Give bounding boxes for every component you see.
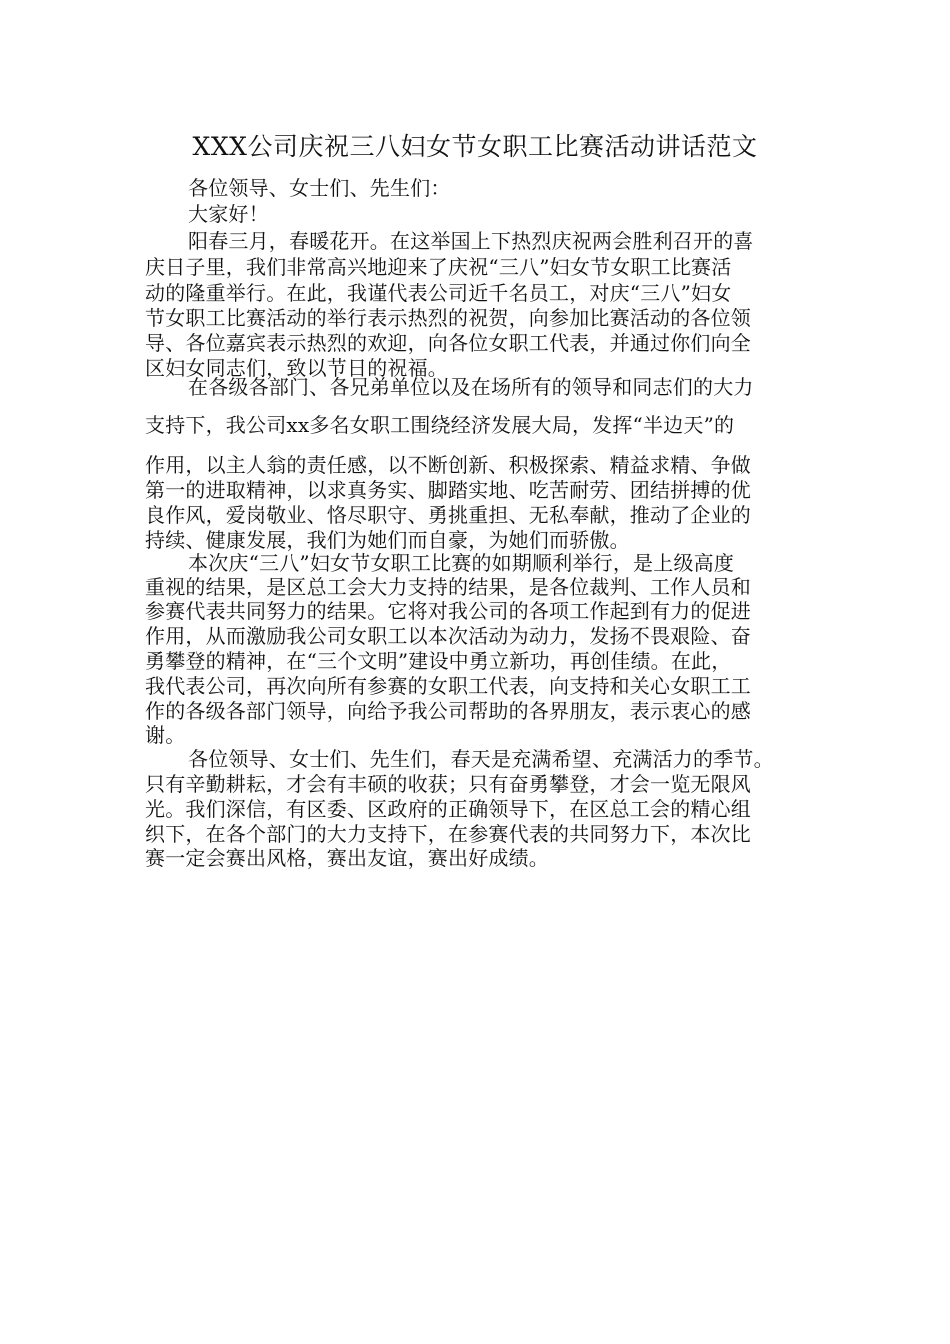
paragraph-3-line-5: 勇攀登的精神，在“三个文明”建设中勇立新功，再创佳绩。在此， <box>145 649 732 673</box>
paragraph-4-line-3: 光。我们深信，有区委、区政府的正确领导下，在区总工会的精心组 <box>145 797 751 821</box>
paragraph-3-line-2: 重视的结果，是区总工会大力支持的结果，是各位裁判、工作人员和 <box>145 575 751 599</box>
paragraph-2-line-1: 在各级各部门、各兄弟单位以及在场所有的领导和同志们的大力 <box>188 375 754 399</box>
paragraph-2-line-3: 作用，以主人翁的责任感，以不断创新、积极探索、精益求精、争做 <box>145 453 751 477</box>
paragraph-3-line-1: 本次庆“三八”妇女节女职工比赛的如期顺利举行，是上级高度 <box>188 551 735 575</box>
paragraph-1-line-2: 庆日子里，我们非常高兴地迎来了庆祝“三八”妇女节女职工比赛活 <box>145 255 732 279</box>
paragraph-2-line-6: 持续、健康发展，我们为她们而自豪，为她们而骄傲。 <box>145 528 630 552</box>
paragraph-3-line-8: 谢。 <box>145 723 186 747</box>
greeting-line: 大家好！ <box>188 202 269 226</box>
paragraph-4-line-5: 赛一定会赛出风格，赛出友谊，赛出好成绩。 <box>145 846 549 870</box>
paragraph-2-line-5: 良作风，爱岗敬业、恪尽职守、勇挑重担、无私奉献，推动了企业的 <box>145 503 751 527</box>
paragraph-4-line-4: 织下，在各个部门的大力支持下，在参赛代表的共同努力下，本次比 <box>145 822 751 846</box>
paragraph-2-line-4: 第一的进取精神，以求真务实、脚踏实地、吃苦耐劳、团结拼搏的优 <box>145 478 751 502</box>
paragraph-4-line-1: 各位领导、女士们、先生们，春天是充满希望、充满活力的季节。 <box>188 747 774 771</box>
paragraph-1-line-5: 导、各位嘉宾表示热烈的欢迎，向各位女职工代表，并通过你们向全 <box>145 331 751 355</box>
paragraph-1-line-6: 区妇女同志们，致以节日的祝福。 <box>145 356 448 380</box>
salutation-line: 各位领导、女士们、先生们： <box>188 176 451 200</box>
paragraph-3-line-4: 作用，从而激励我公司女职工以本次活动为动力，发扬不畏艰险、奋 <box>145 624 751 648</box>
paragraph-1-line-1: 阳春三月，春暖花开。在这举国上下热烈庆祝两会胜利召开的喜 <box>188 229 754 253</box>
paragraph-1-line-4: 节女职工比赛活动的举行表示热烈的祝贺，向参加比赛活动的各位领 <box>145 306 751 330</box>
document-title: XXX公司庆祝三八妇女节女职工比赛活动讲话范文 <box>192 132 758 161</box>
paragraph-1-line-3: 动的隆重举行。在此，我谨代表公司近千名员工，对庆“三八”妇女 <box>145 281 732 305</box>
paragraph-3-line-7: 作的各级各部门领导，向给予我公司帮助的各界朋友，表示衷心的感 <box>145 699 751 723</box>
paragraph-3-line-3: 参赛代表共同努力的结果。它将对我公司的各项工作起到有力的促进 <box>145 599 751 623</box>
paragraph-2-line-2: 支持下，我公司xx多名女职工围绕经济发展大局，发挥“半边天”的 <box>145 413 735 437</box>
paragraph-3-line-6: 我代表公司，再次向所有参赛的女职工代表，向支持和关心女职工工 <box>145 674 751 698</box>
paragraph-4-line-2: 只有辛勤耕耘，才会有丰硕的收获；只有奋勇攀登，才会一览无限风 <box>145 772 751 796</box>
